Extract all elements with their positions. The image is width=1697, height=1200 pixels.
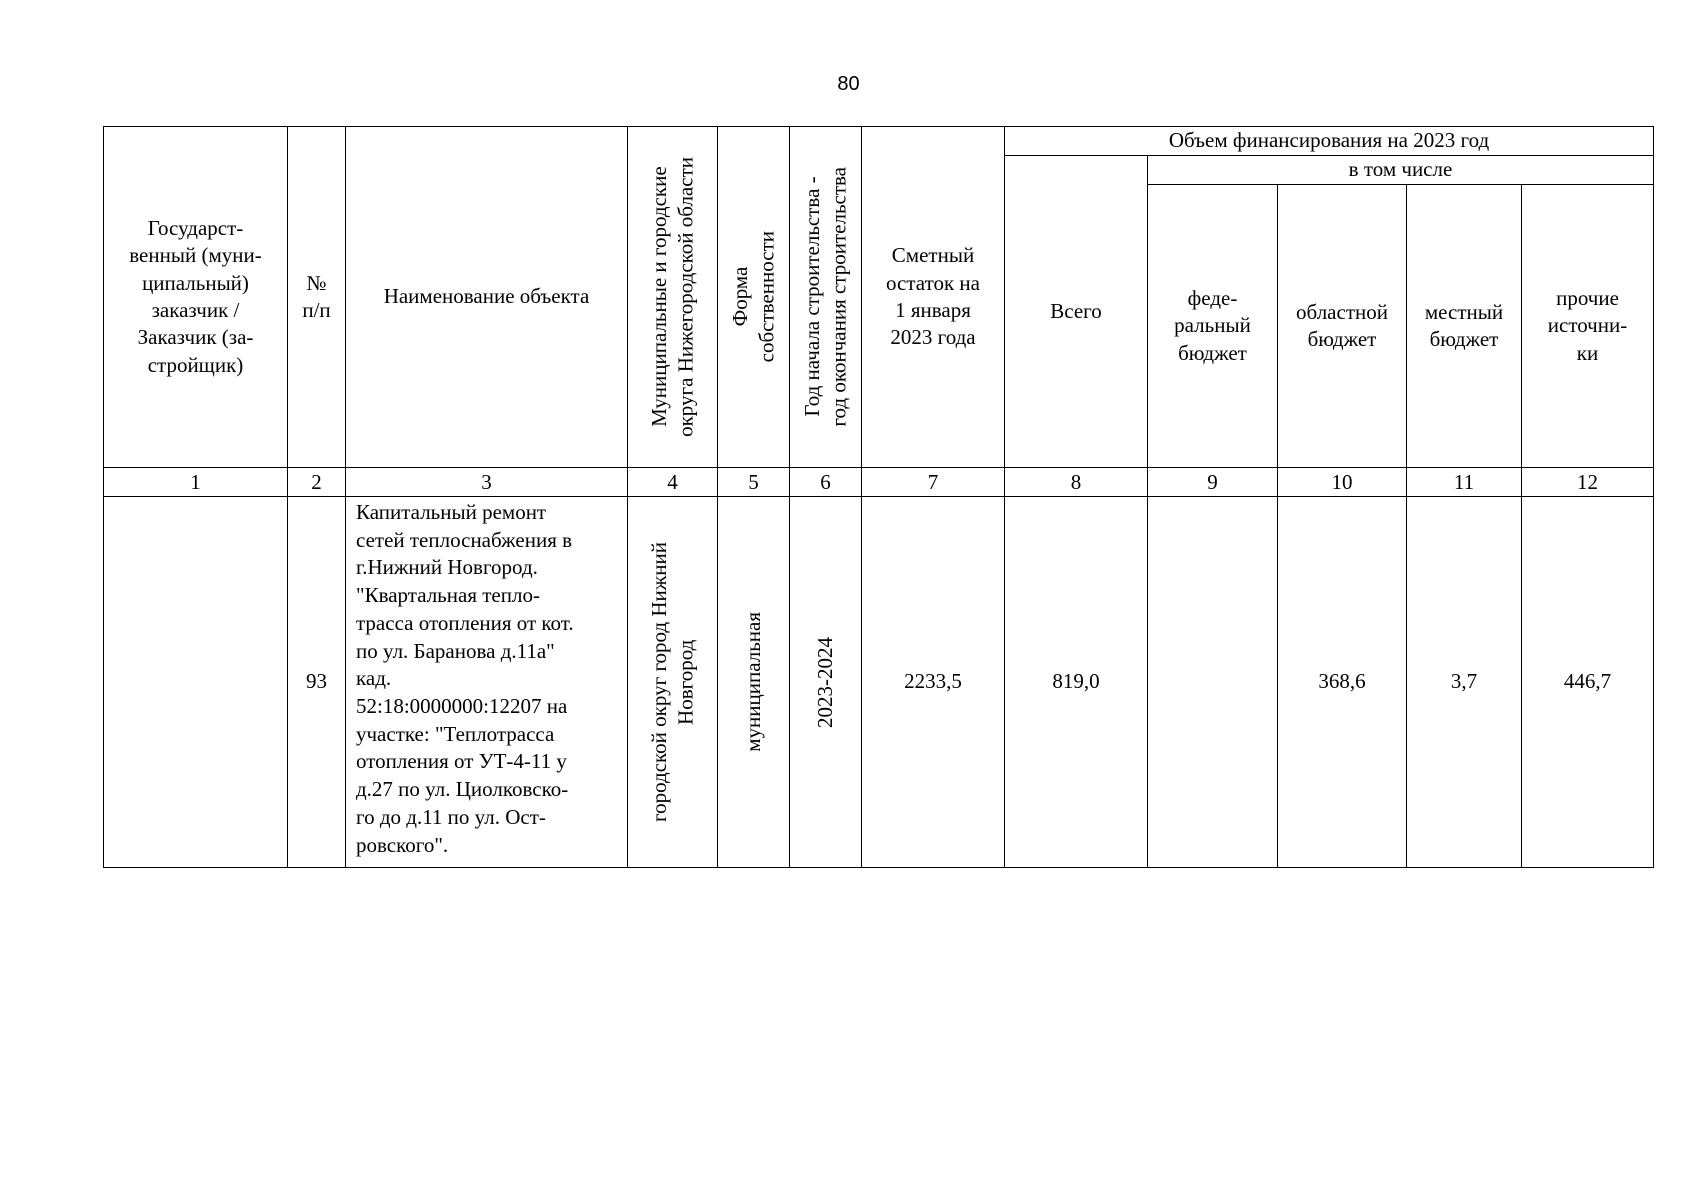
header-regional: областной бюджет — [1278, 185, 1407, 468]
cell-customer — [104, 497, 288, 868]
page-number: 80 — [837, 73, 860, 95]
header-row-1 — [104, 127, 1654, 156]
header-other: прочие источни- ки — [1522, 185, 1654, 468]
column-number: 6 — [790, 468, 862, 497]
column-number-row — [104, 468, 1654, 497]
cell-remainder: 2233,5 — [862, 497, 1005, 868]
header-ownership-text: Форма собственности — [728, 231, 779, 363]
financing-table — [103, 126, 1654, 868]
cell-municipality — [628, 497, 718, 868]
cell-total: 819,0 — [1005, 497, 1148, 868]
table-row — [104, 497, 1654, 868]
header-local: местный бюджет — [1407, 185, 1522, 468]
cell-years-text: 2023-2024 — [813, 636, 838, 728]
column-number: 4 — [628, 468, 718, 497]
cell-local: 3,7 — [1407, 497, 1522, 868]
column-number: 11 — [1407, 468, 1522, 497]
column-number: 5 — [718, 468, 790, 497]
column-number: 12 — [1522, 468, 1654, 497]
cell-municipality-text: городской округ город Нижний Новгород — [647, 542, 698, 822]
header-years-text: Год начала строительства - год окончания строительства — [800, 167, 851, 427]
header-customer: Государст- венный (муни- ципальный) заказчик / Заказчик (за- стройщик) — [104, 127, 288, 468]
column-number: 1 — [104, 468, 288, 497]
column-number: 8 — [1005, 468, 1148, 497]
cell-federal — [1148, 497, 1278, 868]
header-federal: феде- ральный бюджет — [1148, 185, 1278, 468]
column-number: 10 — [1278, 468, 1407, 497]
header-municipality — [628, 127, 718, 468]
column-number: 3 — [346, 468, 628, 497]
cell-number: 93 — [288, 497, 346, 868]
column-number: 2 — [288, 468, 346, 497]
column-number: 9 — [1148, 468, 1278, 497]
cell-other: 446,7 — [1522, 497, 1654, 868]
header-number: № п/п — [288, 127, 346, 468]
header-remainder: Сметный остаток на 1 января 2023 года — [862, 127, 1005, 468]
cell-ownership — [718, 497, 790, 868]
cell-regional: 368,6 — [1278, 497, 1407, 868]
column-number: 7 — [862, 468, 1005, 497]
header-financing: Объем финансирования на 2023 год — [1005, 127, 1654, 156]
header-ownership — [718, 127, 790, 468]
cell-object-name: Капитальный ремонт сетей теплоснабжения в г.Нижний Новгород. "Квартальная тепло- трасса отопления от кот. по ул. Баранова д.11а" кад. 52:18:0000000:12207 на участке: "Теплотрасса отопления от УТ-4-11 у д.27 по ул. Циолковско- го до д.11 по ул. Ост- ровского". — [346, 497, 628, 868]
header-including: в том числе — [1148, 156, 1654, 185]
cell-years — [790, 497, 862, 868]
header-years — [790, 127, 862, 468]
header-total: Всего — [1005, 156, 1148, 468]
cell-ownership-text: муниципальная — [741, 612, 766, 752]
header-municipality-text: Муниципальные и городские округа Нижегородской области — [647, 157, 698, 437]
header-object-name: Наименование объекта — [346, 127, 628, 468]
